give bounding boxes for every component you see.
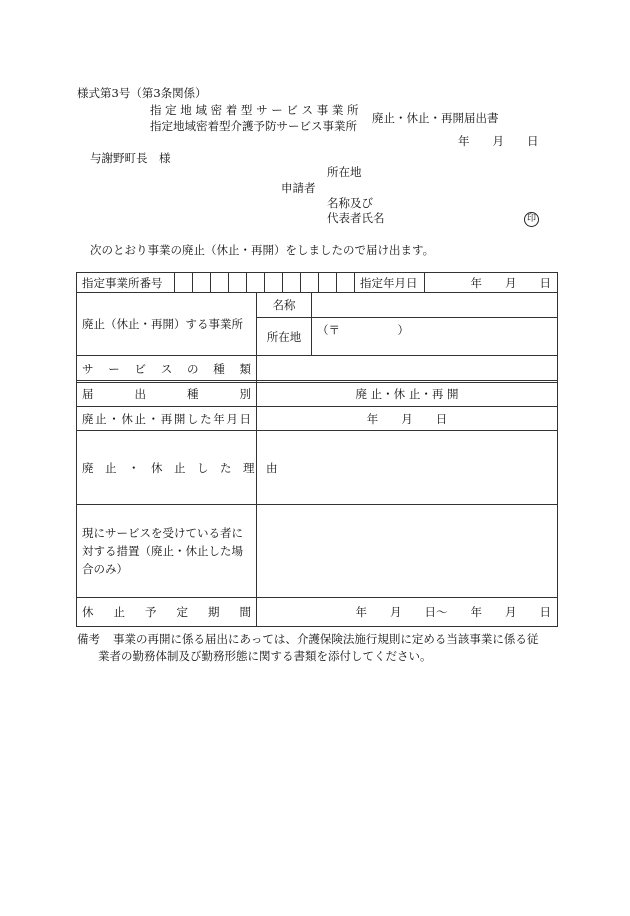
office-number-digit[interactable] xyxy=(193,273,211,293)
office-number-digit[interactable] xyxy=(337,273,355,293)
form-title: 廃止・休止・再開届出書 xyxy=(372,111,499,125)
office-number-digit[interactable] xyxy=(319,273,337,293)
name-label-1: 名称及び xyxy=(327,196,373,210)
office-location-field[interactable]: （〒 ） xyxy=(312,318,558,356)
office-table xyxy=(76,272,558,293)
office-number-label: 指定事業所番号 xyxy=(77,273,175,293)
note-line-2: 業者の勤務体制及び勤務形態に関する書類を添付してください。 xyxy=(98,649,432,663)
form-number: 様式第3号（第3条関係） xyxy=(77,86,207,100)
submission-date: 年 月 日 xyxy=(458,134,539,148)
suspension-period-label: 休 止 予 定 期 間 xyxy=(77,598,257,627)
note-label: 備考 xyxy=(77,632,100,646)
change-date-value[interactable]: 年 月 日 xyxy=(257,407,558,431)
office-number-digit[interactable] xyxy=(211,273,229,293)
notice-kind-label: 届 出 種 別 xyxy=(77,381,257,407)
designation-date-value[interactable]: 年 月 日 xyxy=(425,273,558,293)
office-detail-table xyxy=(76,292,558,383)
applicant-label: 申請者 xyxy=(281,181,316,195)
reason-field[interactable] xyxy=(257,431,558,505)
office-number-digit[interactable] xyxy=(229,273,247,293)
office-location-label: 所在地 xyxy=(257,318,312,356)
suspension-period-value[interactable]: 年 月 日〜 年 月 日 xyxy=(257,598,558,627)
office-name-label: 名称 xyxy=(257,293,312,318)
change-date-label: 廃止・休止・再開した年月日 xyxy=(77,407,257,431)
address-label: 所在地 xyxy=(327,165,362,179)
notice-table xyxy=(76,380,558,627)
service-kind-label: サ ー ビ ス の 種 類 xyxy=(77,356,257,383)
office-number-digit[interactable] xyxy=(283,273,301,293)
service-type-line1: 指 定 地 域 密 着 型 サ ー ビ ス 事 業 所 xyxy=(150,103,359,117)
intro-text: 次のとおり事業の廃止（休止・再開）をしましたので届け出ます。 xyxy=(90,243,435,257)
measures-field[interactable] xyxy=(257,505,558,598)
notice-kind-value[interactable]: 廃 止・休 止・再 開 xyxy=(257,381,558,407)
measures-label: 現にサービスを受けている者に対する措置（廃止・休止した場合のみ） xyxy=(77,505,257,598)
name-label-2: 代表者氏名 xyxy=(327,211,385,225)
office-label: 廃止（休止・再開）する事業所 xyxy=(77,293,257,356)
addressee: 与謝野町長 様 xyxy=(90,151,171,165)
designation-date-label: 指定年月日 xyxy=(355,273,425,293)
office-name-field[interactable] xyxy=(312,293,558,318)
service-kind-field[interactable] xyxy=(257,356,558,383)
office-number-digit[interactable] xyxy=(175,273,193,293)
office-number-digit[interactable] xyxy=(301,273,319,293)
service-type-line2: 指定地域密着型介護予防サービス事業所 xyxy=(150,119,357,133)
reason-label: 廃 止 ・ 休 止 し た 理 由 xyxy=(77,431,257,505)
office-number-digit[interactable] xyxy=(247,273,265,293)
office-number-digit[interactable] xyxy=(265,273,283,293)
seal-icon: 印 xyxy=(524,210,539,227)
note-line-1: 事業の再開に係る届出にあっては、介護保険法施行規則に定める当該事業に係る従 xyxy=(113,632,539,646)
